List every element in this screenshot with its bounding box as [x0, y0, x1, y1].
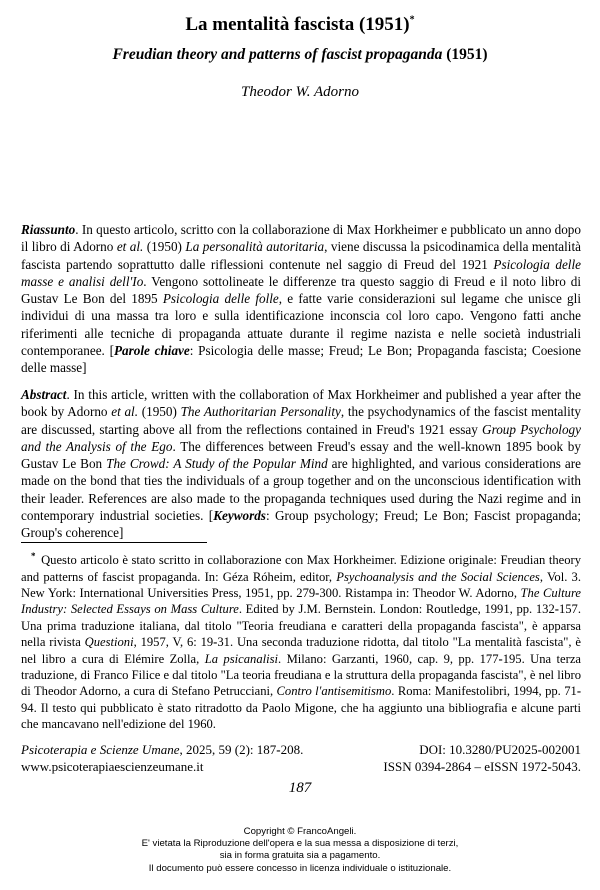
dash: -: [440, 759, 446, 774]
citation-row: [21, 741, 581, 758]
copyright-line: Copyright © FrancoAngeli.: [243, 826, 357, 837]
abstract-label: Abstract: [21, 387, 67, 402]
text: , the psychodynamics of the fascist mentality are discussed, starting above all from the reflections contained in Freud's 1921 essay: [21, 404, 581, 437]
dash: -: [315, 586, 320, 600]
book-title: Group Psychology and the Analysis of the Ego: [21, 421, 581, 454]
text: 5043.: [551, 759, 581, 774]
text: . Milano: Garzanti, 1960, cap. 9, pp.: [278, 651, 480, 666]
text: ISSN 0394: [383, 759, 441, 774]
page: 94: [21, 700, 34, 715]
text: 2864 – eISSN 1972: [445, 759, 548, 774]
copyright-line: Il documento può essere concesso in licenza individuale o istituzionale.: [148, 862, 452, 874]
text: (1950): [143, 239, 186, 255]
text: , 2025, 59 (2):: [179, 742, 257, 757]
page: 71: [564, 684, 577, 699]
doi: [419, 741, 581, 758]
journal-title: Questioni: [84, 635, 134, 650]
book-title: The Crowd: A Study of the Popular Mind: [106, 456, 328, 472]
abstract-paragraph: [21, 386, 581, 542]
copyright-notice: [0, 826, 600, 875]
text: , viene discussa la psicodinamica della mentalità fascista partendo soprattutto dalle riflessioni contenute nel saggio di Freud del 1921: [21, 239, 581, 272]
author-name: Theodor W. Adorno: [241, 84, 359, 100]
text: . The differences between Freud's essay and the well-known 1895 book by Gustav Le Bon: [21, 438, 581, 472]
subtitle-year: (1951): [446, 46, 488, 63]
page: 187: [256, 742, 277, 757]
text: et al.: [116, 239, 144, 255]
page: 195: [502, 651, 522, 666]
page: 132: [535, 602, 555, 617]
book-title: The Culture Industry: Selected Essays on Mass Culture: [21, 586, 581, 617]
text: . Roma: Manifestolibri, 1994, pp.: [391, 684, 565, 699]
dash: -: [498, 651, 503, 666]
page-number: 187: [288, 780, 312, 796]
book-title: Contro l'antisemitismo: [276, 684, 392, 699]
subtitle-text: Freudian theory and patterns of fascist propaganda: [112, 46, 443, 63]
text: . Vengono sottolineate le differenze tra questo saggio di Freud e il noto libro di Gustav Le Bon del 1895: [21, 273, 581, 307]
website-row: [21, 758, 581, 775]
text: . Una seconda traduzione ridotta, dal titolo "La mentalità fascista", è nel libro a cura di Elémire Zolla,: [21, 635, 581, 666]
page: 19: [200, 635, 214, 650]
page: 300: [319, 586, 339, 600]
journal-name: Psicoterapia e Scienze Umane: [21, 742, 180, 757]
text: , 1957, V, 6:: [133, 635, 201, 650]
text: et al.: [111, 404, 139, 420]
text: , e fatte varie considerazioni sul legame che unisce gli individui di una massa tra loro e sulla identificazione inconscia col loro capo. Vengono fatti anche riferimenti alle tecniche di propaganda attuate durante il regime nazista e nelle società industriali contemporanee. [: [21, 291, 581, 359]
dash: -: [554, 602, 559, 617]
text: . Ristampa in: Theodor W. Adorno,: [338, 586, 521, 600]
title-text: La mentalità fascista (1951): [185, 14, 410, 35]
article-subtitle: [0, 46, 600, 64]
page: 177: [479, 651, 499, 666]
text: . In this article, written with the collaboration of Max Horkheimer and published a year after the book by Adorno: [21, 387, 581, 420]
dash: -: [213, 635, 218, 650]
article-title: [0, 14, 600, 36]
text: .: [300, 742, 304, 757]
text: (1950): [138, 404, 181, 420]
footnote-marker: *: [31, 551, 36, 561]
copyright-line: sia in forma gratuita sia a pagamento.: [219, 850, 381, 862]
keywords-label: Keywords: [213, 508, 266, 524]
dash: -: [537, 742, 542, 757]
book-title: Psychoanalysis and the Social Sciences: [336, 569, 540, 584]
page: 31: [217, 635, 230, 650]
text: . Una terza traduzione, di Franco Filice e dal titolo "La teoria freudiana e la struttura della propaganda fascista", è nel libro di Theodor Adorno, a cura di Stefano Petrucciani,: [21, 651, 581, 699]
dash: -: [547, 759, 552, 774]
book-title: La personalità autoritaria: [185, 239, 325, 255]
text: . In questo articolo, scritto con la collaborazione di Max Horkheimer e pubblicato un anno dopo il libro di Adorno: [21, 222, 581, 255]
dash: -: [576, 684, 582, 699]
copyright-line: E' vietata la Riproduzione dell'opera e la sua messa a disposizione di terzi,: [141, 838, 459, 850]
text: . Il testo qui pubblicato è stato ritradotto da Paolo Migone, che ha aggiunto una bibliografia e alcune parti che mancavano nell'edizione del 1960.: [21, 700, 581, 732]
text: . Edited by J.M. Bernstein. London: Routledge, 1991, pp.: [238, 602, 536, 617]
keywords-text: : Psicologia delle masse; Freud; Le Bon; Propaganda fascista; Coesione delle masse]: [21, 343, 581, 376]
riassunto-paragraph: [21, 221, 581, 377]
riassunto-label: Riassunto: [21, 222, 76, 237]
book-title: La psicanalisi: [204, 651, 279, 666]
text: , Vol. 3. New York: International Universities Press, 1951, pp.: [21, 569, 582, 600]
text: are highlighted, and various considerations are made on the bond that ties the individuals of a group together and on the unconscious identification with their leader. References are also made to the propaganda techniques used during the Nazi regime and in contemporary industrial societies. [: [21, 456, 581, 524]
book-title: The Authoritarian Personality: [180, 404, 341, 420]
text: . Una prima traduzione italiana, dal titolo "Teoria freudiana e caratteri della propaganda fascista", è apparsa nella rivista: [21, 602, 581, 650]
page: 157: [558, 602, 578, 617]
keywords-text: : Group psychology; Freud; Le Bon; Fascist propaganda; Group's coherence]: [21, 508, 581, 541]
page: 279: [296, 586, 316, 600]
keywords-label: Parole chiave: [113, 343, 190, 359]
text: Questo articolo è stato scritto in collaborazione con Max Horkheimer. Edizione originale: Freudian theory and patterns of fascist propaganda. In: Géza Róheim, editor,: [21, 553, 581, 584]
footnote-marker: *: [409, 14, 415, 26]
dash: -: [276, 742, 281, 757]
book-title: Psicologia delle folle: [162, 291, 279, 307]
journal-website: www.psicoterapiaescienzeumane.it: [21, 759, 204, 774]
book-title: Psicologia delle masse e analisi dell'Io: [21, 256, 581, 289]
text: 002001: [542, 742, 581, 757]
journal-citation: [21, 741, 303, 758]
text: DOI: 10.3280/PU2025: [419, 742, 538, 757]
journal-info: [21, 741, 581, 775]
issn: [383, 758, 581, 775]
page: 208: [280, 742, 301, 757]
footnote-divider: [21, 542, 207, 543]
footnote: [21, 548, 581, 733]
